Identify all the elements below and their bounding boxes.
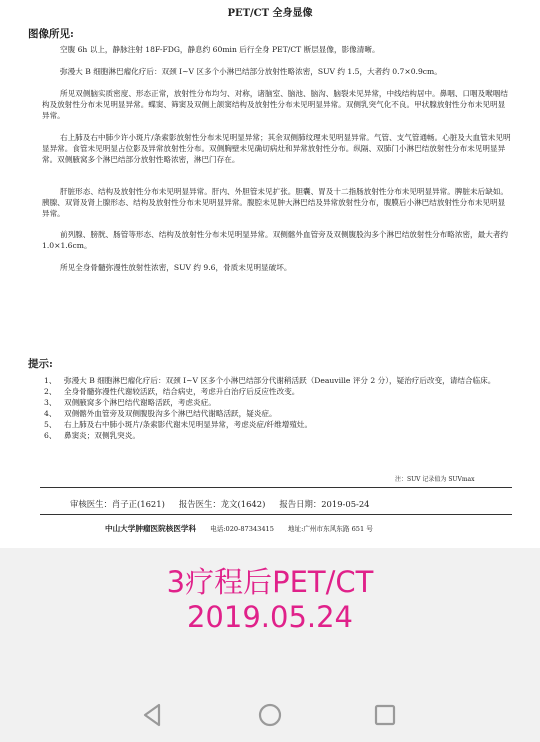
item-number: 5、 [44, 420, 57, 429]
list-item [44, 397, 514, 408]
back-triangle-icon [138, 700, 168, 730]
report-date: 2019-05-24 [321, 499, 370, 509]
report-footer [105, 523, 525, 534]
handwritten-caption-line2: 2019.05.24 [186, 600, 354, 634]
finding-paragraph: 右上肺及右中肺少许小斑片/条索影放射性分布未见明显异常；其余双侧肺纹理未见明显异常。气管、支气管通畅。心脏及大血管未见明显异常。食管未见明显占位影及异常放射性分布。双侧胸壁未见确切病灶和异常放射性分布。纵隔、双肺门小淋巴结放射性分布未见明显异常。双侧腋窝多个淋巴结部分放射性略浓密，淋巴门存在。 [42, 133, 511, 164]
suv-note: 注：SUV 记录值为 SUVmax [395, 476, 475, 483]
divider [40, 487, 512, 488]
home-button[interactable] [255, 700, 285, 730]
list-item [44, 386, 514, 397]
home-circle-icon [255, 700, 285, 730]
finding-paragraph: 空腹 6h 以上，静脉注射 18F-FDG，静息约 60min 后行全身 PET/CT 断层显像，影像清晰。 [60, 45, 380, 54]
recents-button[interactable] [370, 700, 400, 730]
divider [40, 514, 512, 515]
recents-square-icon [370, 700, 400, 730]
item-text: 右上肺及右中肺小斑片/条索影代谢未见明显异常，考虑炎症/纤维增殖灶。 [64, 420, 313, 429]
finding-paragraph: 所见全身骨髓弥漫性放射性浓密，SUV 约 9.6，骨质未见明显破坏。 [60, 263, 292, 272]
item-text: 鼻窦炎；双侧乳突炎。 [64, 431, 140, 440]
list-item [44, 408, 514, 419]
list-item [44, 419, 514, 430]
item-number: 2、 [44, 387, 57, 396]
back-button[interactable] [138, 700, 168, 730]
list-item [44, 430, 514, 441]
reviewer-label: 审核医生： [70, 499, 112, 509]
signature-row [70, 498, 510, 510]
item-text: 全身骨髓弥漫性代谢较活跃，结合病史，考虑升白治疗后反应性改变。 [64, 387, 300, 396]
finding-paragraph: 肝脏形态、结构及放射性分布未见明显异常。肝内、外胆管未见扩张。胆囊、胃及十二指肠放射性分布未见明显异常。脾脏未后缺如。胰腺、双肾及肾上腺形态、结构及放射性分布未见明显异常。腹腔未见肿大淋巴结及异常放射性分布，腹膜后小淋巴结放射性分布未见明显异常。 [42, 187, 509, 218]
findings-heading: 图像所见: [28, 28, 74, 40]
item-text: 双侧腋窝多个淋巴结代谢略活跃，考虑炎症。 [64, 398, 216, 407]
report-title: PET/CT 全身显像 [227, 8, 313, 19]
impression-heading: 提示: [28, 358, 53, 370]
android-nav-bar [0, 682, 540, 742]
item-text: 弥漫大 B 细胞淋巴瘤化疗后：双颈 I~V 区多个小淋巴结部分代谢稍活跃（Deauville 评分 2 分），疑治疗后改变，请结合临床。 [64, 376, 496, 385]
finding-paragraph: 前列腺、膀胱、肠管等形态、结构及放射性分布未见明显异常。双侧髂外血管旁及双侧腹股沟多个淋巴结放射性分布略浓密，最大者约 1.0×1.6cm。 [42, 230, 509, 250]
list-item [44, 375, 514, 386]
hospital-phone: 电话:020-87343415 [210, 525, 274, 533]
item-number: 3、 [44, 398, 57, 407]
item-number: 4、 [44, 409, 57, 418]
impression-list [44, 375, 514, 441]
reporter-label: 报告医生： [178, 499, 221, 509]
item-text: 双侧髂外血管旁及双侧腹股沟多个淋巴结代谢略活跃，疑炎症。 [64, 409, 277, 418]
reviewer-name: 肖子正(1621) [111, 499, 165, 509]
hospital-name: 中山大学肿瘤医院核医学科 [105, 524, 197, 533]
date-label: 报告日期： [279, 499, 322, 509]
hospital-address: 地址:广州市东风东路 651 号 [287, 525, 373, 533]
reporter-name: 龙文(1642) [220, 499, 266, 509]
finding-paragraph: 所见双侧脑实质密度、形态正常，放射性分布均匀、对称，诸脑室、脑池、脑沟、脑裂未见异常，中线结构居中。鼻咽、口咽及喉咽结构及放射性分布未见明显异常。蝶窦、筛窦及双侧上颌窦结构及放射性分布未见明显异常。双侧乳突气化不良。甲状腺放射性分布未见明显异常。 [42, 89, 509, 120]
handwritten-caption-line1: 3疗程后PET/CT [166, 565, 374, 599]
item-number: 1、 [44, 376, 57, 385]
finding-paragraph: 弥漫大 B 细胞淋巴瘤化疗后：双颈 I~V 区多个小淋巴结部分放射性略浓密，SUV 约 1.5，大者约 0.7×0.9cm。 [60, 67, 442, 76]
item-number: 6、 [44, 431, 57, 440]
